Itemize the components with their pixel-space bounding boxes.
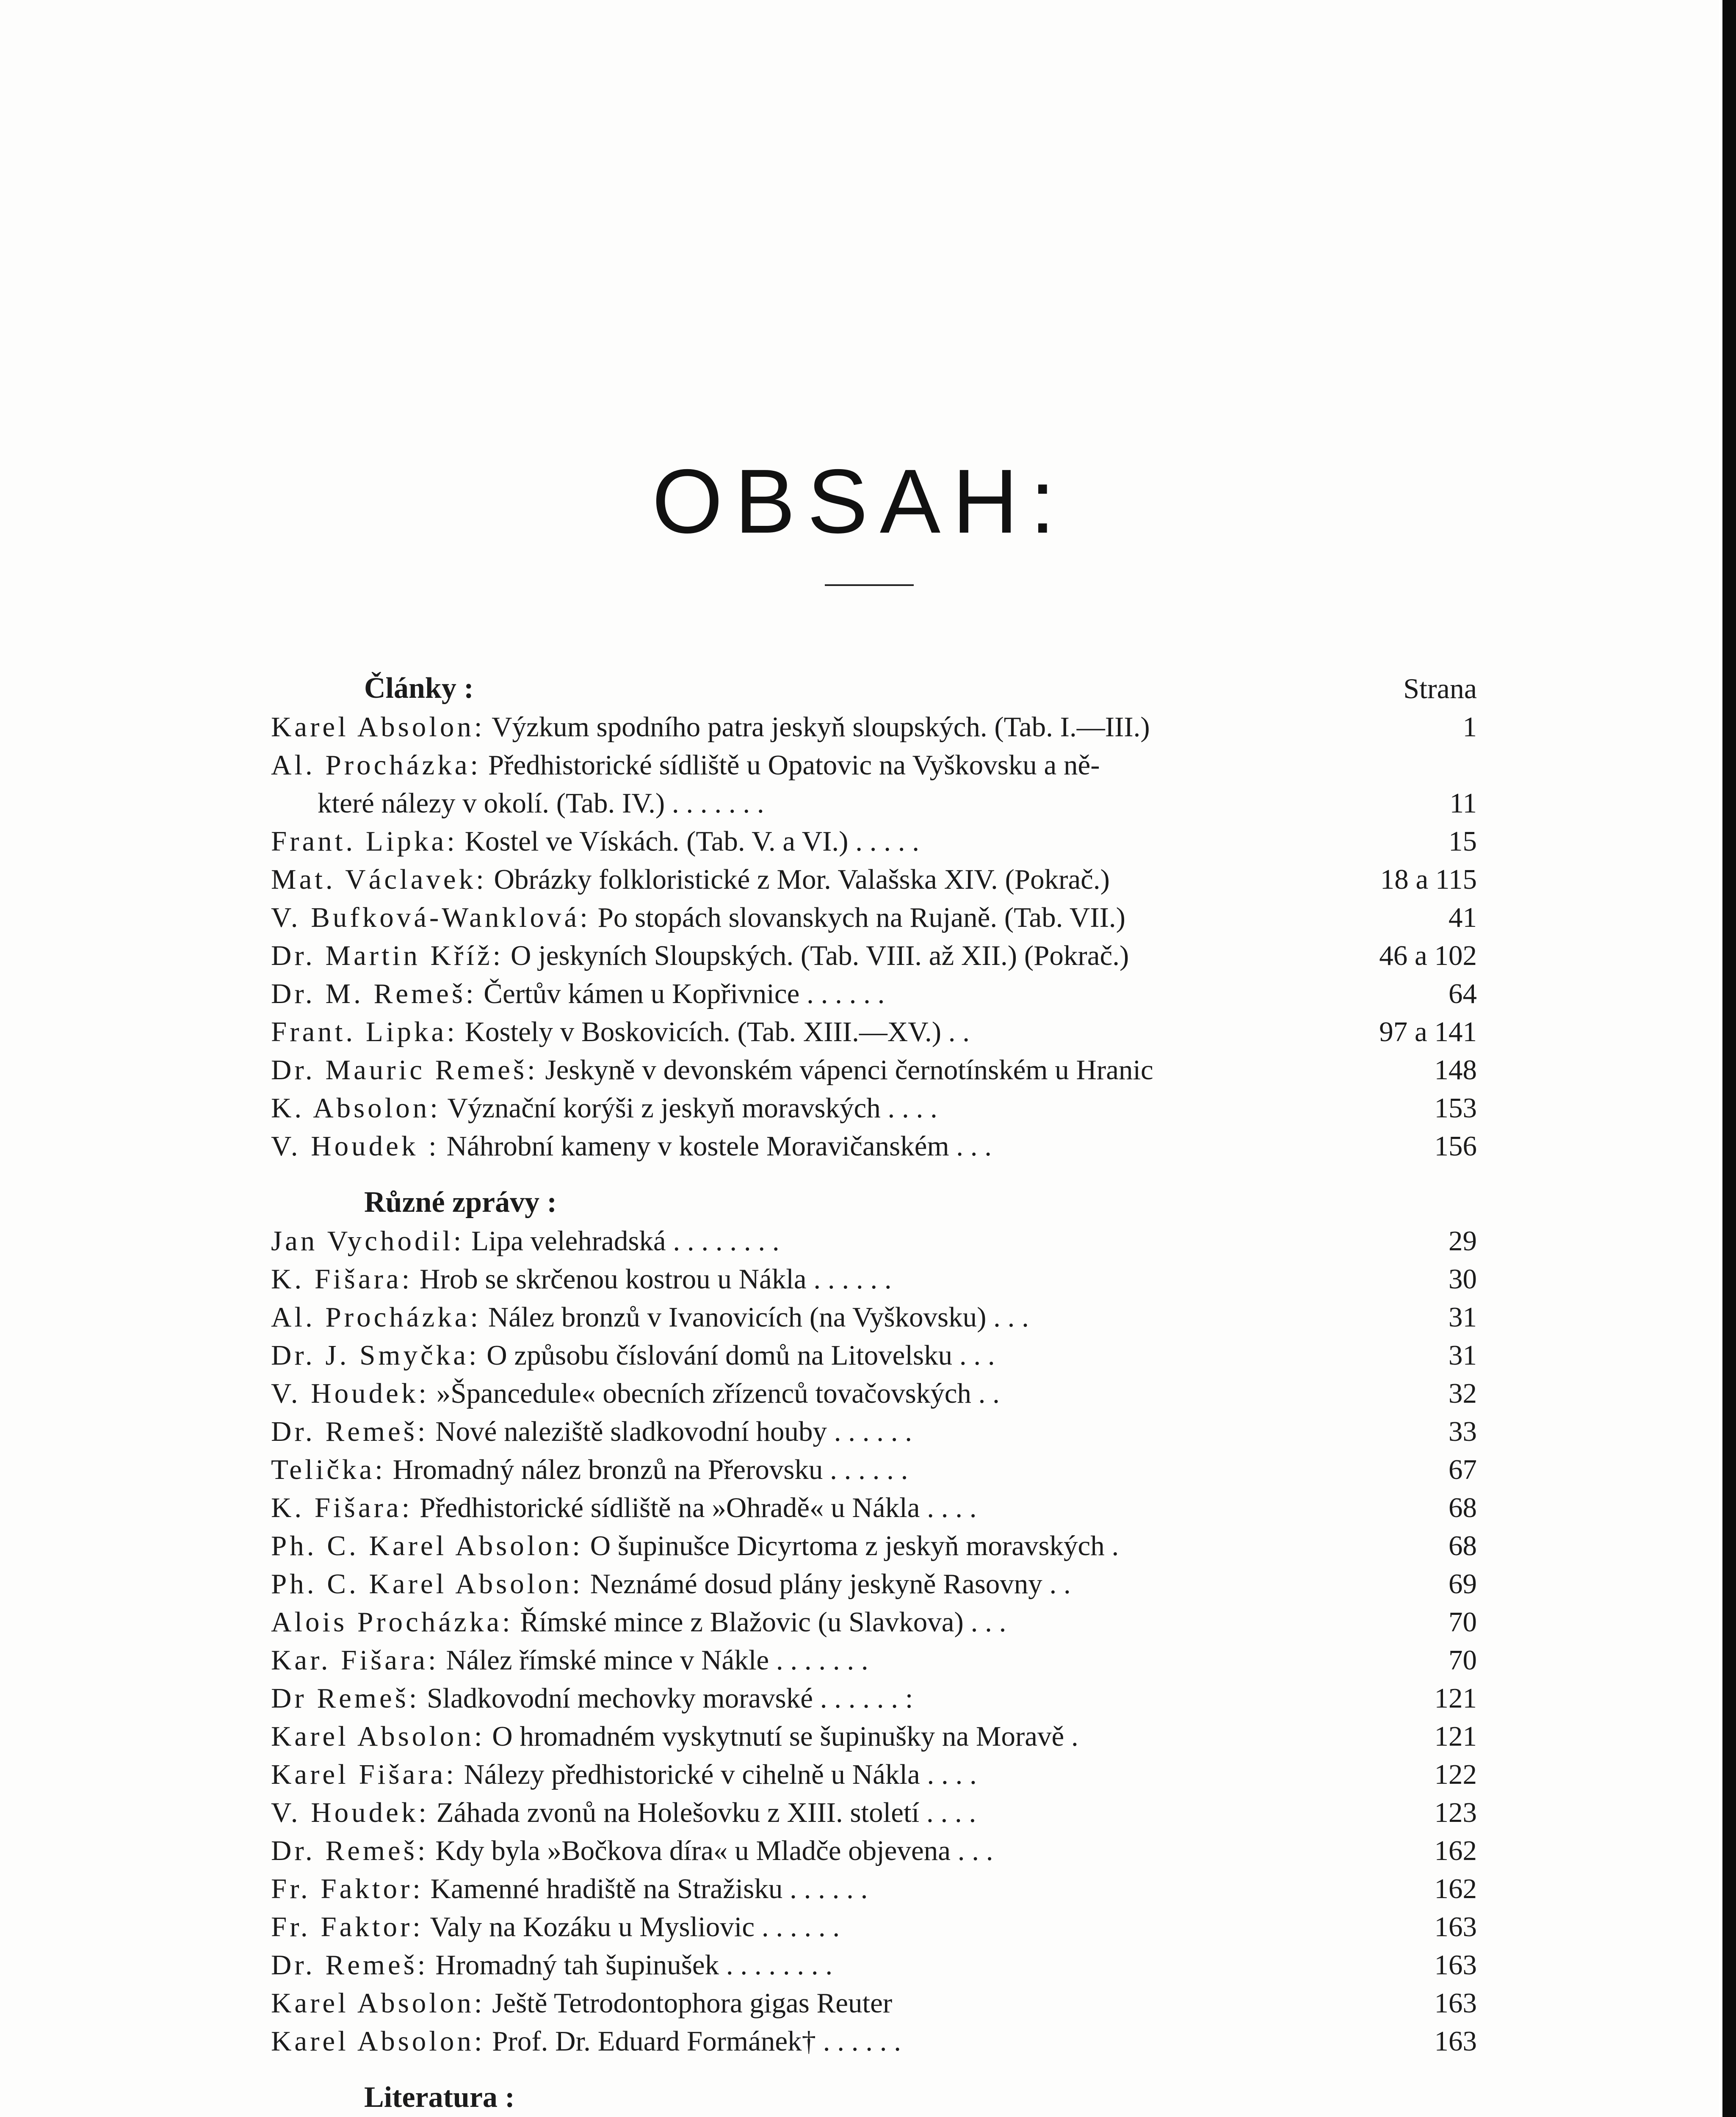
- entry-author: Frant. Lipka:: [271, 1016, 458, 1047]
- entry-page: 148: [1434, 1054, 1477, 1086]
- entry-page: 162: [1434, 1835, 1477, 1866]
- entry-author: Karel Fišara:: [271, 1759, 457, 1790]
- section-heading: [271, 2078, 1477, 2117]
- toc-entry: [271, 1679, 1477, 1717]
- toc-entry: [271, 1222, 1477, 1260]
- entry-page: 163: [1434, 1987, 1477, 2019]
- entry-author: V. Bufková-Wanklová:: [271, 902, 591, 933]
- toc-entry: [271, 1336, 1477, 1374]
- entry-page: 29: [1449, 1225, 1477, 1257]
- entry-title: O jeskyních Sloupských. (Tab. VIII. až XII.) (Pokrač.): [511, 940, 1129, 971]
- entry-page: 1: [1462, 711, 1477, 743]
- entry-page: 163: [1434, 1949, 1477, 1981]
- entry-author: Dr. Remeš:: [271, 1835, 428, 1866]
- entry-title: Kdy byla »Bočkova díra« u Mladče objevena . . .: [435, 1835, 993, 1866]
- entry-author: V. Houdek :: [271, 1130, 440, 1162]
- entry-title: Lipa velehradská . . . . . . . .: [471, 1225, 780, 1257]
- entry-title: Neznámé dosud plány jeskyně Rasovny . .: [590, 1568, 1071, 1600]
- entry-title: Obrázky folkloristické z Mor. Valašska XIV. (Pokrač.): [494, 864, 1110, 895]
- entry-title: Nález bronzů v Ivanovicích (na Vyškovsku) . . .: [488, 1302, 1029, 1333]
- toc-entry: [271, 708, 1477, 746]
- entry-page: 30: [1449, 1263, 1477, 1295]
- entry-author: Dr. Mauric Remeš:: [271, 1054, 538, 1086]
- toc-entry: [271, 822, 1477, 860]
- toc-entry: [271, 1127, 1477, 1165]
- toc-entry: [271, 1527, 1477, 1565]
- entry-page: 64: [1449, 978, 1477, 1009]
- entry-title: Předhistorické sídliště u Opatovic na Vyškovsku a ně-: [488, 749, 1100, 781]
- page-title: OBSAH:: [652, 450, 1067, 552]
- section-heading: [271, 1183, 1477, 1222]
- entry-author: Jan Vychodil:: [271, 1225, 464, 1257]
- entry-author: Karel Absolon:: [271, 2026, 485, 2057]
- entry-author: Telička:: [271, 1454, 386, 1485]
- toc-entry: [271, 746, 1477, 822]
- entry-author: Karel Absolon:: [271, 1721, 485, 1752]
- entry-author: V. Houdek:: [271, 1797, 429, 1828]
- entry-title: Ještě Tetrodontophora gigas Reuter: [492, 1987, 893, 2019]
- entry-page: 121: [1434, 1683, 1477, 1714]
- entry-title: Nálezy předhistorické v cihelně u Nákla . . . .: [464, 1759, 977, 1790]
- entry-page: 46 a 102: [1379, 940, 1477, 971]
- entry-author: K. Fišara:: [271, 1492, 413, 1523]
- entry-title: Jeskyně v devonském vápenci černotínském u Hranic: [545, 1054, 1153, 1086]
- entry-page: 67: [1449, 1454, 1477, 1485]
- entry-title: Sladkovodní mechovky moravské . . . . . . :: [427, 1683, 913, 1714]
- toc-entry: [271, 1603, 1477, 1641]
- entry-page: 68: [1449, 1492, 1477, 1523]
- toc-entry: [271, 1755, 1477, 1794]
- toc-entry: [271, 1374, 1477, 1412]
- entry-author: Al. Procházka:: [271, 1302, 481, 1333]
- toc-entry: [271, 2022, 1477, 2060]
- entry-page: 68: [1449, 1530, 1477, 1561]
- entry-title: Kostely v Boskovicích. (Tab. XIII.—XV.) . .: [464, 1016, 970, 1047]
- toc-entry: [271, 1489, 1477, 1527]
- entry-author: Dr. J. Smyčka:: [271, 1340, 480, 1371]
- section-heading-label: Články :: [364, 672, 474, 705]
- entry-page: 162: [1434, 1873, 1477, 1904]
- entry-title: Předhistorické sídliště na »Ohradě« u Nákla . . . .: [420, 1492, 977, 1523]
- entry-author: Dr. Martin Kříž:: [271, 940, 504, 971]
- entry-title: Záhada zvonů na Holešovku z XIII. století . . . .: [436, 1797, 976, 1828]
- toc-entry: [271, 1717, 1477, 1755]
- entry-title: Čertův kámen u Kopřivnice . . . . . .: [484, 978, 885, 1009]
- entry-title: Hromadný nález bronzů na Přerovsku . . . . . .: [393, 1454, 908, 1485]
- entry-author: Fr. Faktor:: [271, 1911, 423, 1943]
- toc-entry: [271, 1298, 1477, 1336]
- entry-title: »Špancedule« obecních zřízenců tovačovských . .: [436, 1378, 1000, 1409]
- entry-page: 163: [1434, 2026, 1477, 2057]
- toc-entry: [271, 1641, 1477, 1679]
- entry-title: Nález římské mince v Nákle . . . . . . .: [446, 1644, 868, 1676]
- entry-title: Náhrobní kameny v kostele Moravičanském . . .: [446, 1130, 992, 1162]
- entry-author: Dr Remeš:: [271, 1683, 420, 1714]
- toc-entry: [271, 1412, 1477, 1451]
- page-column-header: Strana: [1403, 672, 1477, 705]
- entry-page: 18 a 115: [1380, 864, 1477, 895]
- entry-page: 163: [1434, 1911, 1477, 1943]
- entry-author: Fr. Faktor:: [271, 1873, 423, 1904]
- entry-title: O šupinušce Dicyrtoma z jeskyň moravských .: [590, 1530, 1119, 1561]
- toc-entry: [271, 1946, 1477, 1984]
- entry-page: 32: [1449, 1378, 1477, 1409]
- entry-author: Al. Procházka:: [271, 749, 481, 781]
- toc-entry: [271, 1051, 1477, 1089]
- title-rule: [825, 584, 914, 586]
- entry-title: Význační korýši z jeskyň moravských . . . .: [447, 1092, 937, 1124]
- toc-entry: [271, 1089, 1477, 1127]
- entry-page: 153: [1434, 1092, 1477, 1124]
- toc-entry: [271, 1794, 1477, 1832]
- entry-title: Valy na Kozáku u Mysliovic . . . . . .: [430, 1911, 840, 1943]
- entry-title: Hrob se skrčenou kostrou u Nákla . . . . . .: [420, 1263, 892, 1295]
- entry-page: 31: [1449, 1340, 1477, 1371]
- entry-author: Kar. Fišara:: [271, 1644, 439, 1676]
- entry-author: Ph. C. Karel Absolon:: [271, 1568, 583, 1600]
- table-of-contents: [271, 669, 1477, 2117]
- entry-title: Výzkum spodního patra jeskyň sloupských. (Tab. I.—III.): [492, 711, 1150, 743]
- entry-page: 69: [1449, 1568, 1477, 1600]
- entry-page: 122: [1434, 1759, 1477, 1790]
- entry-title: Prof. Dr. Eduard Formánek† . . . . . .: [492, 2026, 901, 2057]
- entry-author: K. Absolon:: [271, 1092, 441, 1124]
- toc-entry: [271, 1451, 1477, 1489]
- entry-title: Kostel ve Vískách. (Tab. V. a VI.) . . . . .: [464, 826, 919, 857]
- entry-title: Hromadný tah šupinušek . . . . . . . .: [435, 1949, 833, 1981]
- entry-title: O způsobu číslování domů na Litovelsku . . .: [487, 1340, 995, 1371]
- entry-page: 97 a 141: [1379, 1016, 1477, 1047]
- toc-entry: [271, 1870, 1477, 1908]
- toc-entry: [271, 1013, 1477, 1051]
- entry-page: 121: [1434, 1721, 1477, 1752]
- entry-author: Dr. M. Remeš:: [271, 978, 477, 1009]
- entry-author: Dr. Remeš:: [271, 1416, 428, 1447]
- toc-entry: [271, 937, 1477, 975]
- entry-page: 11: [1449, 788, 1477, 819]
- entry-page: 33: [1449, 1416, 1477, 1447]
- entry-author: Karel Absolon:: [271, 711, 485, 743]
- toc-entry: [271, 860, 1477, 898]
- entry-title-continued: které nálezy v okolí. (Tab. IV.) . . . . . . .: [318, 788, 764, 819]
- entry-author: Mat. Václavek:: [271, 864, 487, 895]
- entry-author: V. Houdek:: [271, 1378, 429, 1409]
- entry-author: K. Fišara:: [271, 1263, 413, 1295]
- entry-author: Karel Absolon:: [271, 1987, 485, 2019]
- entry-page: 31: [1449, 1302, 1477, 1333]
- entry-page: 41: [1449, 902, 1477, 933]
- entry-author: Dr. Remeš:: [271, 1949, 428, 1981]
- entry-title: Římské mince z Blažovic (u Slavkova) . . .: [520, 1606, 1006, 1638]
- entry-title: Nové naleziště sladkovodní houby . . . . . .: [435, 1416, 912, 1447]
- entry-title: Kamenné hradiště na Stražisku . . . . . .: [430, 1873, 868, 1904]
- section-heading-label: Různé zprávy :: [364, 1186, 557, 1219]
- entry-author: Alois Procházka:: [271, 1606, 513, 1638]
- section-heading: [271, 669, 1477, 708]
- entry-page: 156: [1434, 1130, 1477, 1162]
- toc-entry: [271, 1260, 1477, 1298]
- toc-entry: [271, 1832, 1477, 1870]
- toc-entry: [271, 1984, 1477, 2022]
- scan-edge-shadow: [1722, 0, 1736, 2117]
- entry-title: O hromadném vyskytnutí se šupinušky na Moravě .: [492, 1721, 1078, 1752]
- toc-entry: [271, 1565, 1477, 1603]
- toc-entry: [271, 975, 1477, 1013]
- section-heading-label: Literatura :: [364, 2081, 515, 2114]
- entry-author: Ph. C. Karel Absolon:: [271, 1530, 583, 1561]
- entry-author: Frant. Lipka:: [271, 826, 458, 857]
- toc-entry: [271, 1908, 1477, 1946]
- entry-page: 123: [1434, 1797, 1477, 1828]
- toc-entry: [271, 898, 1477, 937]
- entry-page: 70: [1449, 1644, 1477, 1676]
- entry-page: 15: [1449, 826, 1477, 857]
- entry-page: 70: [1449, 1606, 1477, 1638]
- entry-title: Po stopách slovanskych na Rujaně. (Tab. VII.): [597, 902, 1125, 933]
